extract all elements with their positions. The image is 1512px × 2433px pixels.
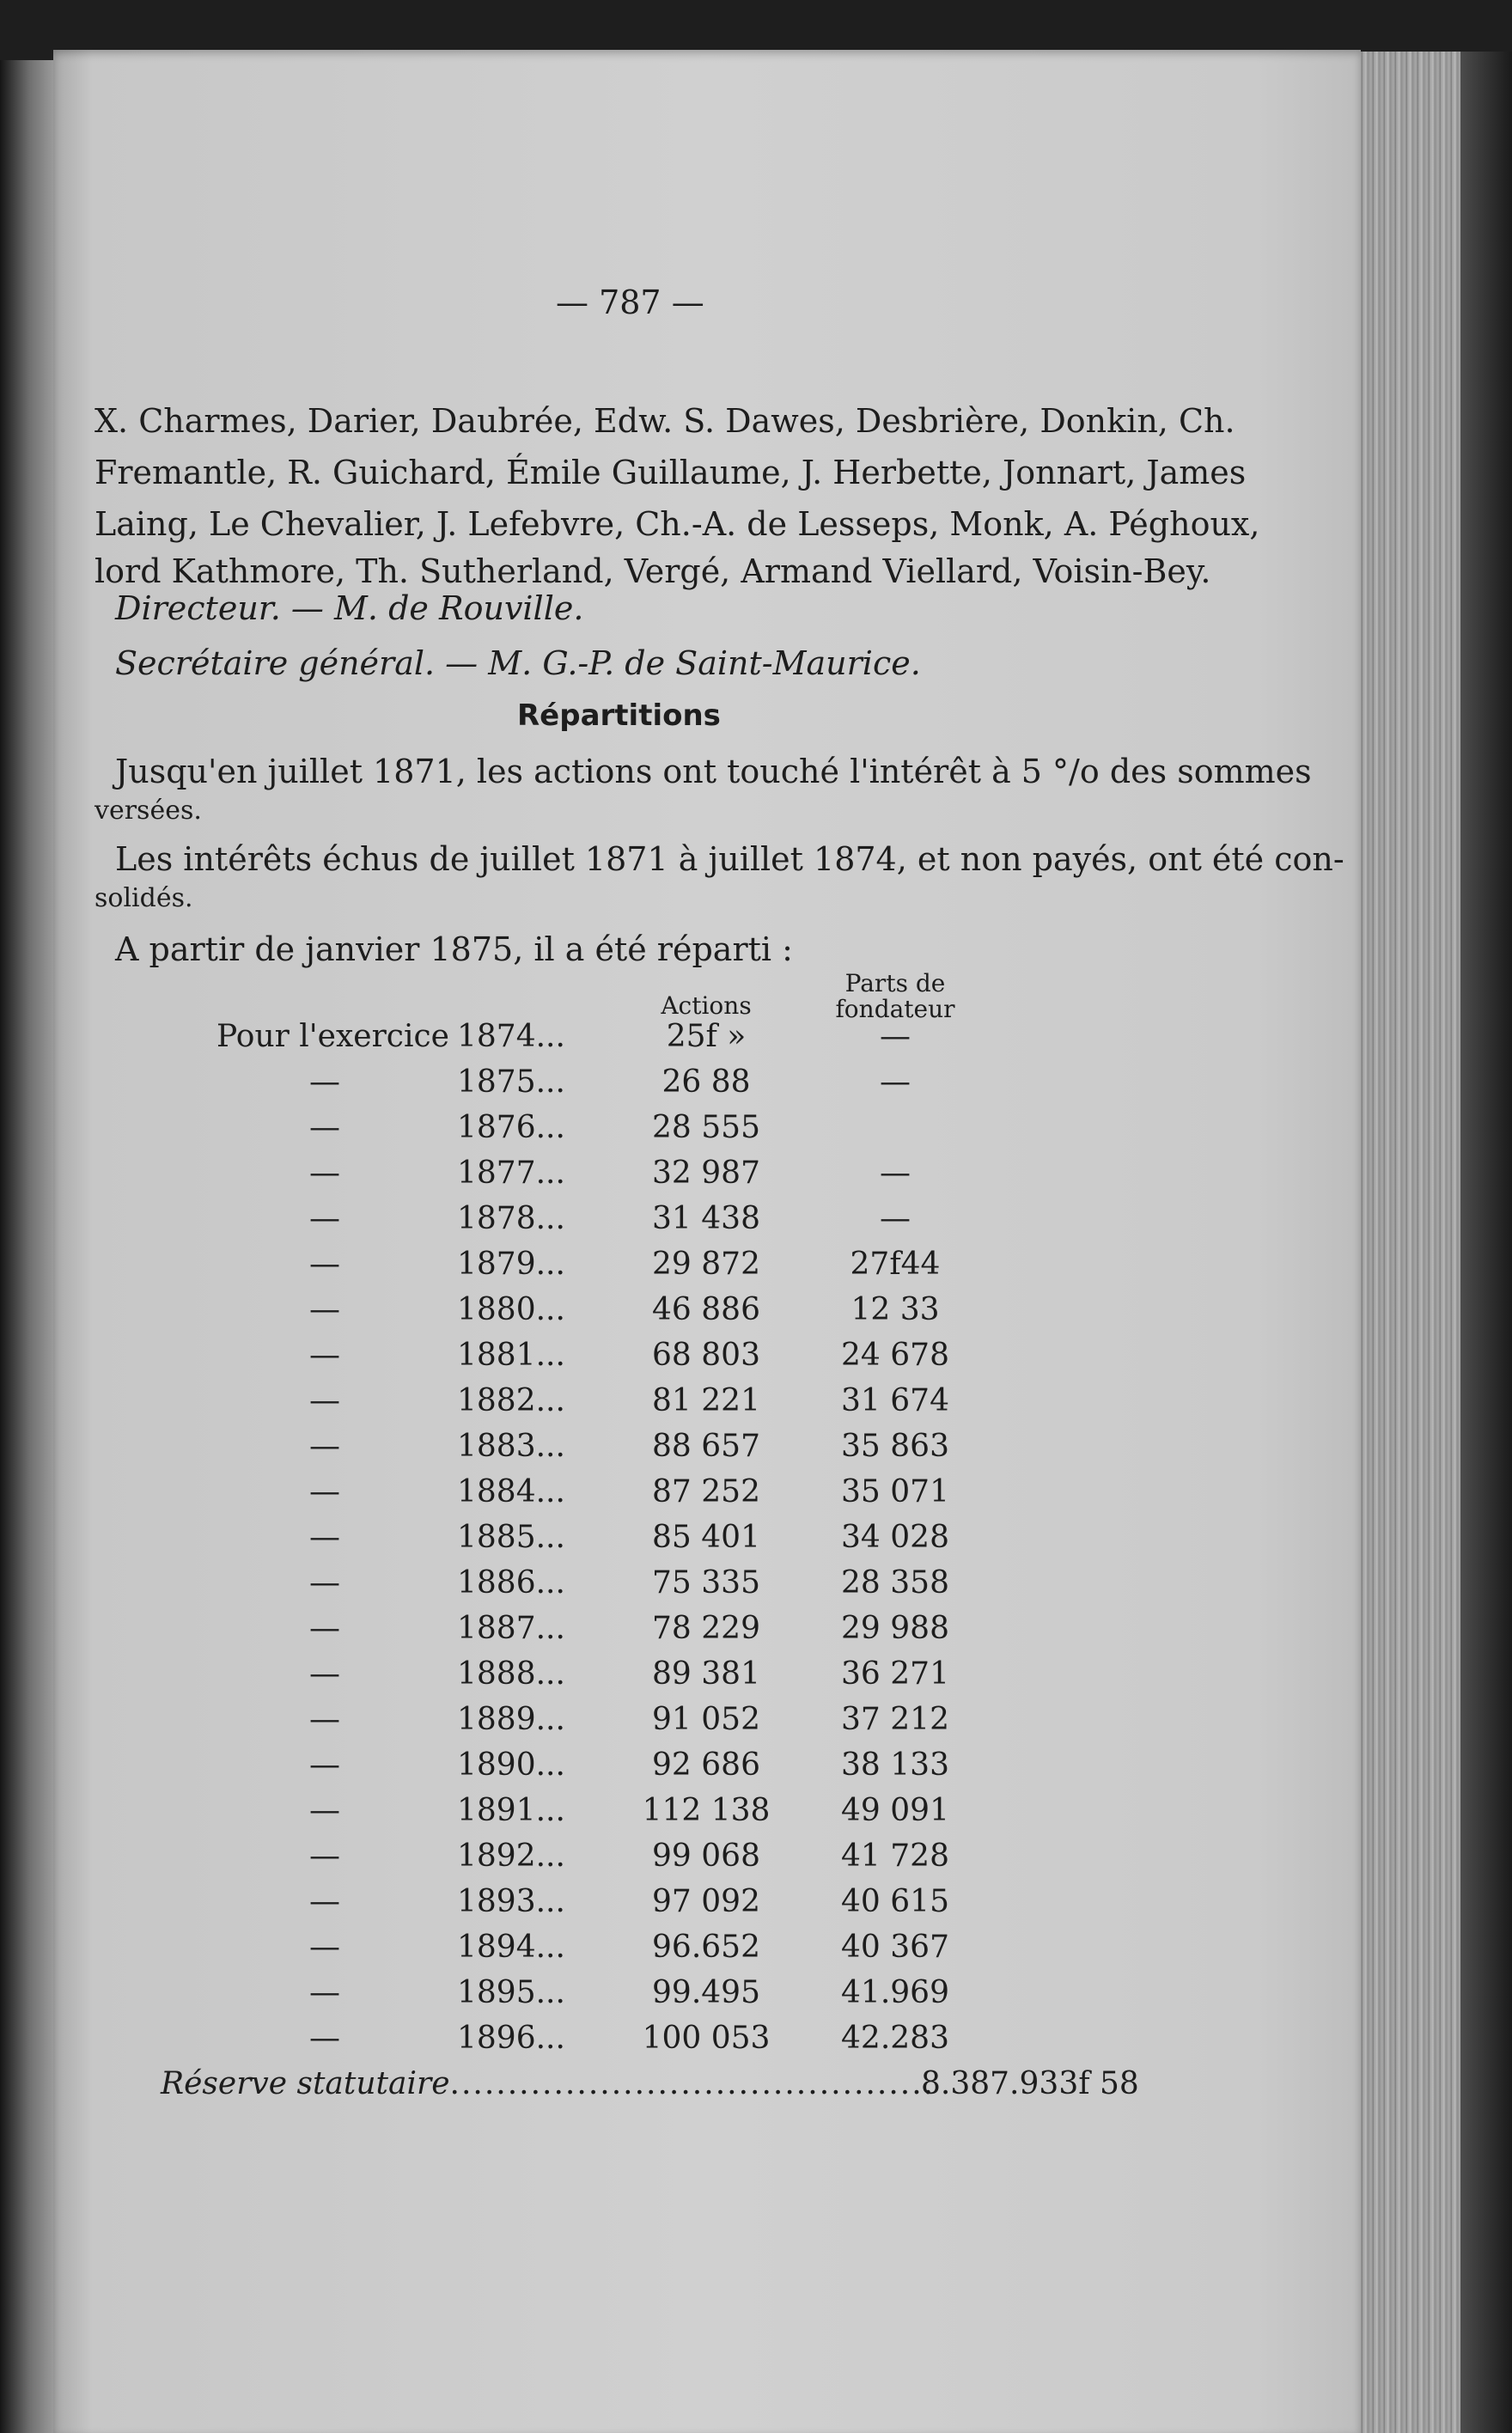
row-parts-value: 29 988 bbox=[841, 1611, 949, 1646]
row-year: 1875... bbox=[457, 1064, 565, 1100]
row-actions-value: 85 401 bbox=[652, 1520, 760, 1555]
row-parts-value: 27f44 bbox=[850, 1247, 941, 1282]
table-row bbox=[53, 1292, 1361, 1335]
table-row bbox=[53, 1747, 1361, 1790]
row-actions-value: 28 555 bbox=[652, 1110, 760, 1145]
row-actions-value: 87 252 bbox=[652, 1474, 760, 1509]
row-actions-value: 29 872 bbox=[652, 1247, 760, 1282]
row-parts-value: 31 674 bbox=[841, 1383, 949, 1418]
row-dash: — bbox=[309, 1338, 340, 1373]
row-dash: — bbox=[309, 1793, 340, 1828]
row-parts-value: 40 615 bbox=[841, 1884, 949, 1919]
row-actions-value: 99 068 bbox=[652, 1838, 760, 1874]
row-year: 1892... bbox=[457, 1838, 565, 1874]
row-year: 1880... bbox=[457, 1292, 565, 1327]
table-row bbox=[53, 1110, 1361, 1153]
section-heading: Répartitions bbox=[517, 698, 721, 733]
row-actions-value: 89 381 bbox=[652, 1656, 760, 1692]
row-dash: — bbox=[309, 1064, 340, 1100]
row-year: 1876... bbox=[457, 1110, 565, 1145]
row-actions-value: 26 88 bbox=[662, 1064, 751, 1100]
row-parts-value: — bbox=[880, 1201, 911, 1236]
secretaire-line: Secrétaire général. — M. G.-P. de Saint-Maurice. bbox=[115, 644, 921, 682]
book-cover-edge bbox=[1460, 52, 1512, 2433]
row-dash: — bbox=[309, 1702, 340, 1737]
row-year: 1893... bbox=[457, 1884, 565, 1919]
table-row bbox=[53, 1520, 1361, 1563]
row-actions-value: 78 229 bbox=[652, 1611, 760, 1646]
repartition-para-3: A partir de janvier 1875, il a été réparti : bbox=[115, 930, 793, 968]
row-actions-value: 99.495 bbox=[652, 1975, 760, 2010]
column-header-actions: Actions bbox=[661, 991, 752, 1020]
administrators-line-4: lord Kathmore, Th. Sutherland, Vergé, Armand Viellard, Voisin-Bey. bbox=[94, 552, 1211, 590]
row-dash: — bbox=[309, 1520, 340, 1555]
row-dash: — bbox=[309, 1201, 340, 1236]
row-label: Pour l'exercice bbox=[216, 1019, 449, 1054]
row-parts-value: 24 678 bbox=[841, 1338, 949, 1373]
row-year: 1879... bbox=[457, 1247, 565, 1282]
row-dash: — bbox=[309, 1930, 340, 1965]
row-actions-value: 25f » bbox=[666, 1019, 747, 1054]
row-year: 1894... bbox=[457, 1930, 565, 1965]
row-year: 1890... bbox=[457, 1747, 565, 1783]
repartition-para-1-line-2: versées. bbox=[94, 796, 202, 826]
row-year: 1883... bbox=[457, 1429, 565, 1464]
table-row bbox=[53, 1429, 1361, 1472]
row-parts-value: 35 071 bbox=[841, 1474, 949, 1509]
row-actions-value: 88 657 bbox=[652, 1429, 760, 1464]
row-dash: — bbox=[309, 1975, 340, 2010]
row-actions-value: 92 686 bbox=[652, 1747, 760, 1783]
administrators-line-2: Fremantle, R. Guichard, Émile Guillaume, J. Herbette, Jonnart, James bbox=[94, 454, 1247, 491]
table-row bbox=[53, 1930, 1361, 1973]
table-row bbox=[53, 1838, 1361, 1881]
table-row bbox=[53, 1383, 1361, 1426]
row-parts-value: — bbox=[880, 1019, 911, 1054]
row-year: 1874... bbox=[457, 1019, 565, 1054]
row-actions-value: 91 052 bbox=[652, 1702, 760, 1737]
reserve-dots: .......................................... bbox=[449, 2066, 936, 2101]
row-dash: — bbox=[309, 1565, 340, 1601]
row-parts-value: 41.969 bbox=[841, 1975, 949, 2010]
row-dash: — bbox=[309, 1838, 340, 1874]
row-dash: — bbox=[309, 1611, 340, 1646]
row-dash: — bbox=[309, 2021, 340, 2056]
facing-page-edge bbox=[0, 60, 53, 2433]
repartition-para-1-line-1: Jusqu'en juillet 1871, les actions ont touché l'intérêt à 5 °/o des sommes bbox=[115, 753, 1312, 790]
row-parts-value: 34 028 bbox=[841, 1520, 949, 1555]
row-dash: — bbox=[309, 1110, 340, 1145]
reserve-line bbox=[161, 2066, 1139, 2101]
row-year: 1885... bbox=[457, 1520, 565, 1555]
row-parts-value: 12 33 bbox=[850, 1292, 940, 1327]
row-year: 1896... bbox=[457, 2021, 565, 2056]
row-actions-value: 96.652 bbox=[652, 1930, 760, 1965]
table-row bbox=[53, 1064, 1361, 1107]
row-year: 1891... bbox=[457, 1793, 565, 1828]
table-row bbox=[53, 2021, 1361, 2064]
row-year: 1887... bbox=[457, 1611, 565, 1646]
directeur-line: Directeur. — M. de Rouville. bbox=[115, 589, 584, 627]
table-row bbox=[53, 1702, 1361, 1745]
row-dash: — bbox=[309, 1429, 340, 1464]
table-row bbox=[53, 1019, 1361, 1062]
row-actions-value: 32 987 bbox=[652, 1156, 760, 1191]
table-row bbox=[53, 1247, 1361, 1290]
table-row bbox=[53, 1884, 1361, 1927]
row-parts-value: 38 133 bbox=[841, 1747, 949, 1783]
row-dash: — bbox=[309, 1884, 340, 1919]
row-actions-value: 31 438 bbox=[652, 1201, 760, 1236]
repartition-para-2-line-1: Les intérêts échus de juillet 1871 à juillet 1874, et non payés, ont été con- bbox=[115, 840, 1344, 878]
row-actions-value: 68 803 bbox=[652, 1338, 760, 1373]
row-parts-value: 40 367 bbox=[841, 1930, 949, 1965]
reserve-label: Réserve statutaire bbox=[161, 2066, 450, 2101]
row-parts-value: 28 358 bbox=[841, 1565, 949, 1601]
row-dash: — bbox=[309, 1747, 340, 1783]
row-parts-value: 49 091 bbox=[841, 1793, 949, 1828]
row-dash: — bbox=[309, 1292, 340, 1327]
row-parts-value: — bbox=[880, 1156, 911, 1191]
row-parts-value: 37 212 bbox=[841, 1702, 949, 1737]
row-year: 1895... bbox=[457, 1975, 565, 2010]
row-actions-value: 46 886 bbox=[652, 1292, 760, 1327]
administrators-line-3: Laing, Le Chevalier, J. Lefebvre, Ch.-A. de Lesseps, Monk, A. Péghoux, bbox=[94, 505, 1260, 543]
row-parts-value: 41 728 bbox=[841, 1838, 949, 1874]
table-row bbox=[53, 1474, 1361, 1517]
row-actions-value: 81 221 bbox=[652, 1383, 760, 1418]
row-dash: — bbox=[309, 1656, 340, 1692]
row-dash: — bbox=[309, 1383, 340, 1418]
row-actions-value: 112 138 bbox=[642, 1793, 771, 1828]
book-page bbox=[53, 50, 1361, 2433]
page-number: — 787 — bbox=[556, 284, 704, 321]
table-row bbox=[53, 1156, 1361, 1198]
row-parts-value: 36 271 bbox=[841, 1656, 949, 1692]
row-year: 1882... bbox=[457, 1383, 565, 1418]
row-dash: — bbox=[309, 1247, 340, 1282]
row-year: 1888... bbox=[457, 1656, 565, 1692]
row-parts-value: — bbox=[880, 1064, 911, 1100]
table-row bbox=[53, 1656, 1361, 1699]
row-year: 1878... bbox=[457, 1201, 565, 1236]
table-row bbox=[53, 1338, 1361, 1381]
row-actions-value: 75 335 bbox=[652, 1565, 760, 1601]
table-row bbox=[53, 1611, 1361, 1654]
row-year: 1881... bbox=[457, 1338, 565, 1373]
reserve-value: 8.387.933f 58 bbox=[921, 2066, 1139, 2101]
row-year: 1877... bbox=[457, 1156, 565, 1191]
page-text bbox=[53, 50, 1361, 2433]
row-parts-value: 42.283 bbox=[841, 2021, 949, 2056]
table-row bbox=[53, 1565, 1361, 1608]
row-actions-value: 97 092 bbox=[652, 1884, 760, 1919]
row-dash: — bbox=[309, 1474, 340, 1509]
table-row bbox=[53, 1793, 1361, 1836]
table-row bbox=[53, 1975, 1361, 2018]
row-parts-value: 35 863 bbox=[841, 1429, 949, 1464]
row-actions-value: 100 053 bbox=[642, 2021, 771, 2056]
repartition-para-2-line-2: solidés. bbox=[94, 883, 193, 913]
row-dash: — bbox=[309, 1156, 340, 1191]
row-year: 1884... bbox=[457, 1474, 565, 1509]
table-row bbox=[53, 1201, 1361, 1244]
row-year: 1889... bbox=[457, 1702, 565, 1737]
row-year: 1886... bbox=[457, 1565, 565, 1601]
column-header-parts: Parts de fondateur bbox=[835, 969, 955, 1023]
administrators-line-1: X. Charmes, Darier, Daubrée, Edw. S. Dawes, Desbrière, Donkin, Ch. bbox=[94, 402, 1235, 440]
